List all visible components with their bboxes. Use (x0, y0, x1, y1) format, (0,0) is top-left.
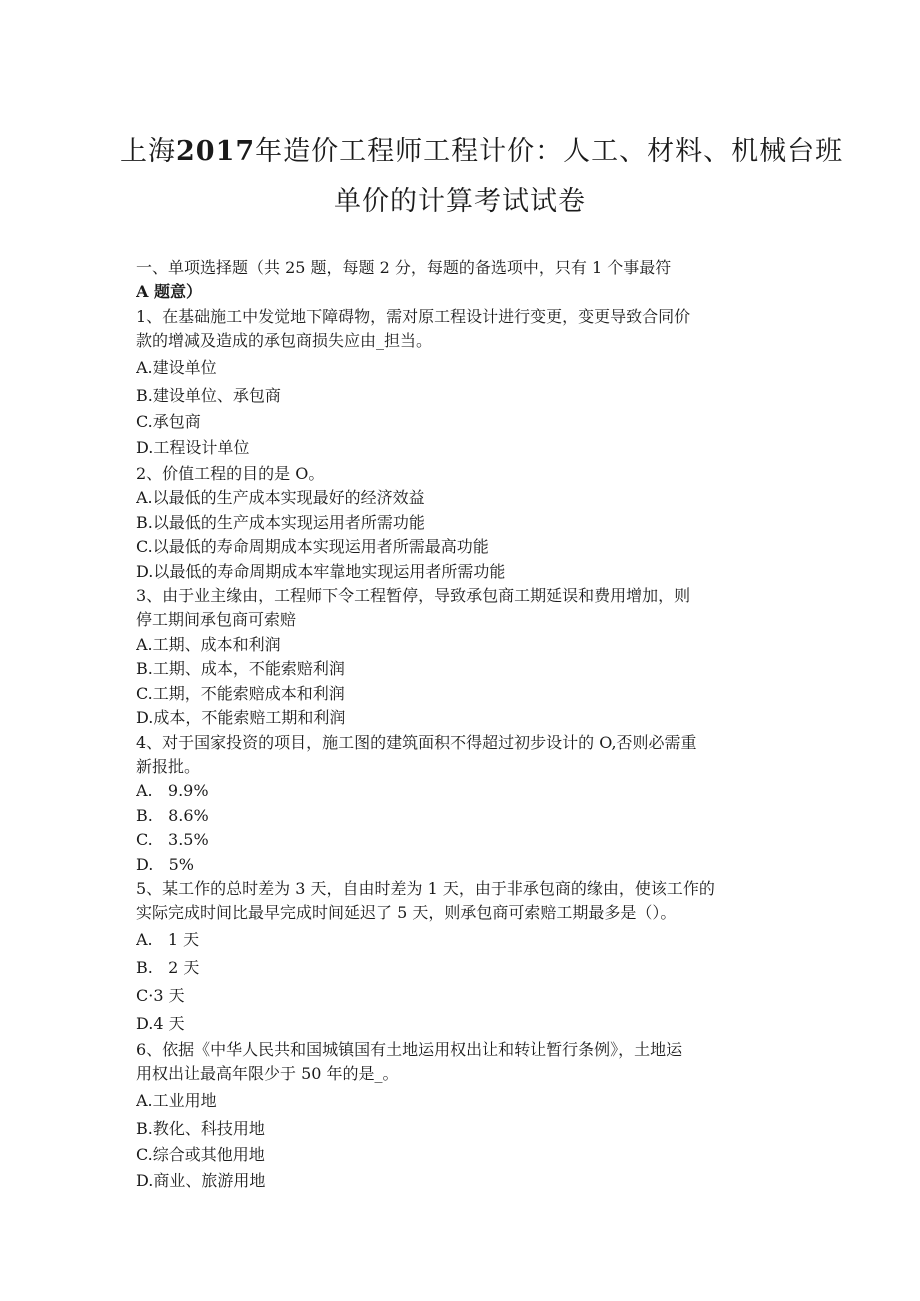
question-stem: 1、在基础施工中发觉地下障碍物，需对原工程设计进行变更，变更导致合同价 (136, 306, 691, 326)
question-stem: 4、对于国家投资的项目，施工图的建筑面积不得超过初步设计的 O,否则必需重 (136, 732, 697, 752)
exam-body (136, 256, 786, 1195)
option: A.建设单位 (136, 357, 217, 377)
option: A.以最低的生产成本实现最好的经济效益 (136, 488, 425, 508)
option: B.以最低的生产成本实现运用者所需功能 (136, 512, 425, 532)
question-3 (136, 584, 786, 730)
option: D.4 天 (136, 1013, 185, 1033)
question-stem: 款的增减及造成的承包商损失应由_担当。 (136, 331, 433, 351)
option: B.教化、科技用地 (136, 1118, 265, 1138)
section-heading-line1: 一、单项选择题（共 25 题，每题 2 分，每题的备选项中，只有 1 个事最符 (136, 258, 672, 277)
option: B.建设单位、承包商 (136, 385, 281, 405)
question-4 (136, 731, 786, 877)
option: D. 5% (136, 854, 194, 874)
question-stem: 实际完成时间比最早完成时间延迟了 5 天，则承包商可索赔工期最多是（）。 (136, 903, 677, 923)
section-heading-line2: A 题意） (136, 282, 202, 302)
question-stem: 3、由于业主缘由，工程师下令工程暂停，导致承包商工期延误和费用增加，则 (136, 586, 691, 606)
document-title-line1 (120, 135, 844, 169)
option: B. 8.6% (136, 805, 209, 825)
title-year: 2017 (176, 136, 256, 167)
question-stem: 停工期间承包商可索赔 (136, 610, 297, 630)
question-1 (136, 305, 786, 462)
option: D.成本，不能索赔工期和利润 (136, 708, 346, 728)
question-stem: 用权出让最高年限少于 50 年的是_。 (136, 1064, 399, 1084)
option: A.工业用地 (136, 1090, 217, 1110)
document-title-line2: 单价的计算考试试卷 (334, 186, 586, 217)
option: D.以最低的寿命周期成本牢靠地实现运用者所需功能 (136, 561, 506, 581)
option: C.工期，不能索赔成本和利润 (136, 683, 345, 703)
option: B.工期、成本，不能索赔利润 (136, 659, 345, 679)
question-2 (136, 462, 786, 584)
option: C.承包商 (136, 411, 201, 431)
option: A. 9.9% (136, 781, 209, 801)
option: A.工期、成本和利润 (136, 634, 281, 654)
question-stem: 5、某工作的总时差为 3 天，自由时差为 1 天，由于非承包商的缘由，使该工作的 (136, 878, 715, 898)
title-text-a: 上海 (120, 136, 176, 167)
option: D.工程设计单位 (136, 438, 250, 458)
question-stem: 2、价值工程的目的是 O。 (136, 464, 325, 484)
option: C·3 天 (136, 985, 185, 1005)
option: D.商业、旅游用地 (136, 1170, 266, 1190)
option: C.综合或其他用地 (136, 1144, 265, 1164)
question-6 (136, 1038, 786, 1195)
option: C.以最低的寿命周期成本实现运用者所需最高功能 (136, 537, 489, 557)
option: B. 2 天 (136, 957, 200, 977)
question-5 (136, 877, 786, 1038)
option: A. 1 天 (136, 929, 200, 949)
question-stem: 新报批。 (136, 756, 201, 776)
option: C. 3.5% (136, 830, 209, 850)
question-stem: 6、依据《中华人民共和国城镇国有土地运用权出让和转让暂行条例》，土地运 (136, 1039, 683, 1059)
title-text-b: 年造价工程师工程计价：人工、材料、机械台班 (255, 136, 844, 167)
